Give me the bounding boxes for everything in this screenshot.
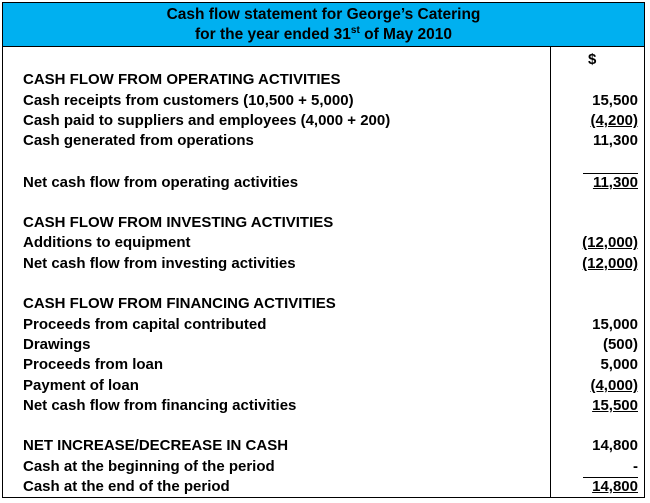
section-heading-net: NET INCREASE/DECREASE IN CASH 14,800 (23, 437, 638, 454)
statement-frame (2, 2, 645, 498)
line-item: Cash at the beginning of the period - (23, 458, 638, 475)
line-item: Cash paid to suppliers and employees (4,000 + 200) (4,200) (23, 112, 638, 129)
section-heading-financing: CASH FLOW FROM FINANCING ACTIVITIES (23, 295, 336, 312)
statement-title: Cash flow statement for George’s Catering (166, 6, 481, 23)
line-item: Drawings (500) (23, 336, 638, 353)
line-item: Cash generated from operations 11,300 (23, 132, 638, 149)
statement-period: for the year ended 31st of May 2010 (194, 24, 452, 43)
statement-header (3, 3, 644, 47)
subtotal-row: Net cash flow from investing activities (12,000) (23, 255, 638, 272)
line-item: Proceeds from loan 5,000 (23, 356, 638, 373)
total-row: Cash at the end of the period 14,800 (23, 478, 638, 495)
line-item: Payment of loan (4,000) (23, 377, 638, 394)
line-item: Additions to equipment (12,000) (23, 234, 638, 251)
line-item: Proceeds from capital contributed 15,000 (23, 316, 638, 333)
currency-symbol: $ (588, 51, 597, 68)
section-heading-operating: CASH FLOW FROM OPERATING ACTIVITIES (23, 71, 341, 88)
subtotal-row: Net cash flow from financing activities 15,500 (23, 397, 638, 414)
line-item: Cash receipts from customers (10,500 + 5,000) 15,500 (23, 92, 638, 109)
subtotal-row: Net cash flow from operating activities 11,300 (23, 174, 638, 191)
section-heading-investing: CASH FLOW FROM INVESTING ACTIVITIES (23, 214, 334, 231)
